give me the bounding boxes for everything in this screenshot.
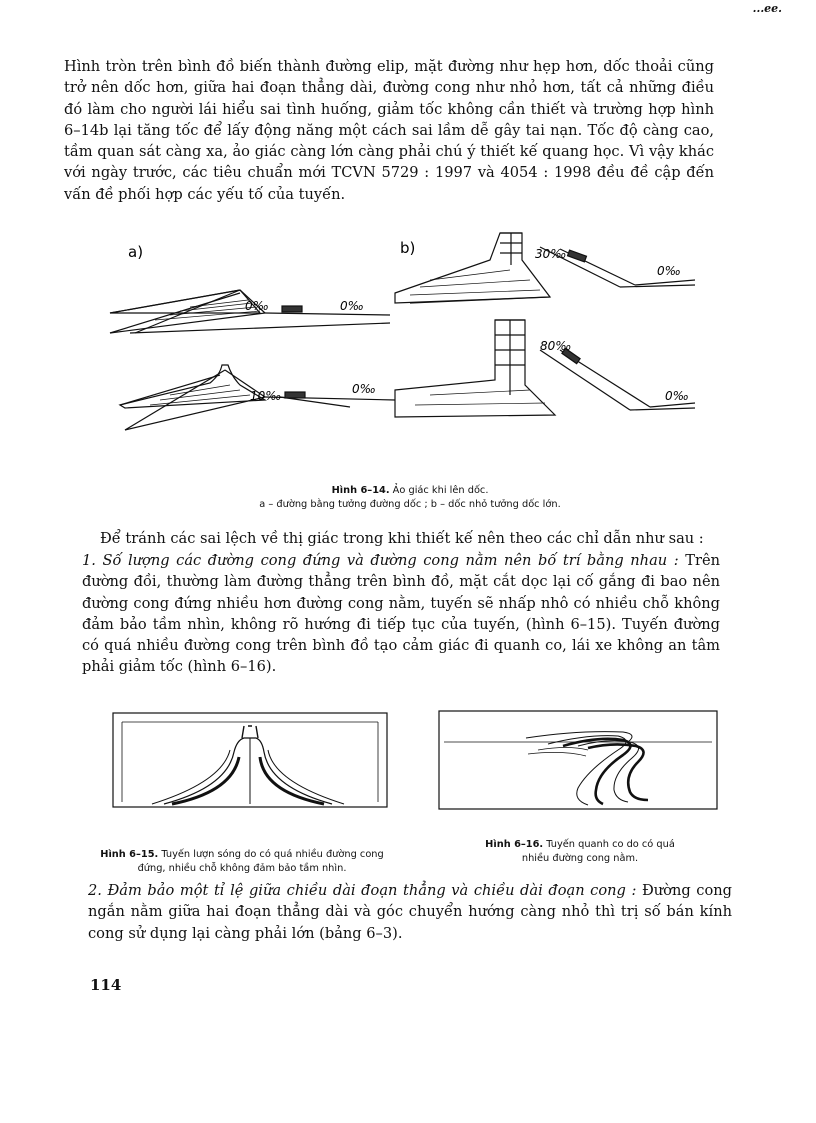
fig14-b-top-road <box>395 233 695 303</box>
paragraph-guidance: Để tránh các sai lệch về thị giác trong khi thiết kế nên theo các chỉ dẫn như sau : <box>100 530 704 547</box>
item-2-text: Đường cong ngắn nằm giữa hai đoạn thẳng dài và góc chuyển hướng càng nhỏ thì trị số bán kính cong sử dụng lại càng phải lớn (bảng 6–3). <box>88 882 733 942</box>
fig14-label-a: a) <box>128 243 144 261</box>
fig14-b-bottom-road <box>395 320 695 417</box>
item-1-text: Trên đường đồi, thường làm đường thẳng trên bình đồ, mặt cắt dọc lại cố gắng đi bao nên đường cong đứng nhiều hơn đường cong nằm, tuyến sẽ nhấp nhô có nhiều chỗ không đảm bảo tầm nhìn, không rõ hướng đi tiếp tục của tuyến, (hình 6–15). Tuyến đường có quá nhiều đường cong trên bình đồ tạo cảm giác đi quanh co, lái xe không an tâm phải giảm tốc (hình 6–16). <box>82 552 720 676</box>
fig16-caption-title: Hình 6–16. <box>485 839 544 850</box>
fig14-grade-a-top-right: 0‰ <box>340 299 364 313</box>
fig14-grade-b-bottom-left: 80‰ <box>540 339 572 353</box>
figure-6-14 <box>90 225 710 450</box>
fig14-label-b: b) <box>400 239 416 257</box>
fig14-caption-sub: a – đường bằng tưởng đường dốc ; b – dốc nhỏ tưởng dốc lớn. <box>259 499 561 510</box>
figure-6-15-caption <box>92 848 392 876</box>
item-2 <box>88 880 732 944</box>
fig14-grade-b-top-left: 30‰ <box>535 247 567 261</box>
fig15-caption-text: Tuyến lượn sóng do có quá nhiều đường cong đứng, nhiều chỗ không đảm bảo tầm nhìn. <box>137 849 384 874</box>
fig14-grade-a-top-left: 0‰ <box>245 299 269 313</box>
page-number: 114 <box>90 976 122 994</box>
fig14-grade-b-bottom-right: 0‰ <box>665 389 689 403</box>
item-1 <box>82 550 720 678</box>
fig14-caption-title: Hình 6–14. <box>331 485 390 496</box>
item-1-title: 1. Số lượng các đường cong đứng và đường cong nằm nên bố trí bằng nhau : <box>82 552 679 569</box>
figure-6-15 <box>112 712 388 808</box>
figure-6-16 <box>438 710 718 810</box>
figure-6-14-caption <box>200 484 620 512</box>
figure-6-16-caption <box>470 838 690 866</box>
item-2-title: 2. Đảm bảo một tỉ lệ giữa chiều dài đoạn thẳng và chiều dài đoạn cong : <box>88 882 637 899</box>
corner-mark: ...ee. <box>752 2 782 15</box>
fig16-caption-text: Tuyến quanh co do có quá nhiều đường cong nằm. <box>521 839 675 864</box>
paragraph-intro: Hình tròn trên bình đồ biến thành đường elip, mặt đường như hẹp hơn, dốc thoải cũng trở nên dốc hơn, giữa hai đoạn thẳng dài, đường cong như nhỏ hơn, tất cả những điều đó làm cho người lái hiểu sai tình huống, giảm tốc không cần thiết và trường hợp hình 6–14b lại tăng tốc để lấy động năng một cách sai lầm dễ gây tai nạn. Tốc độ càng cao, tầm quan sát càng xa, ảo giác càng lớn càng phải chú ý thiết kế quang học. Vì vậy khác với ngày trước, các tiêu chuẩn mới TCVN 5729 : 1997 và 4054 : 1998 đều đề cập đến vấn đề phối hợp các yếu tố của tuyến. <box>64 58 714 203</box>
fig14-grade-a-bottom-right: 0‰ <box>352 382 376 396</box>
fig14-grade-b-top-right: 0‰ <box>657 264 681 278</box>
fig14-grade-a-bottom-left: 10‰ <box>250 389 282 403</box>
fig14-caption-text: Ảo giác khi lên dốc. <box>389 485 489 496</box>
fig15-caption-title: Hình 6–15. <box>100 849 159 860</box>
